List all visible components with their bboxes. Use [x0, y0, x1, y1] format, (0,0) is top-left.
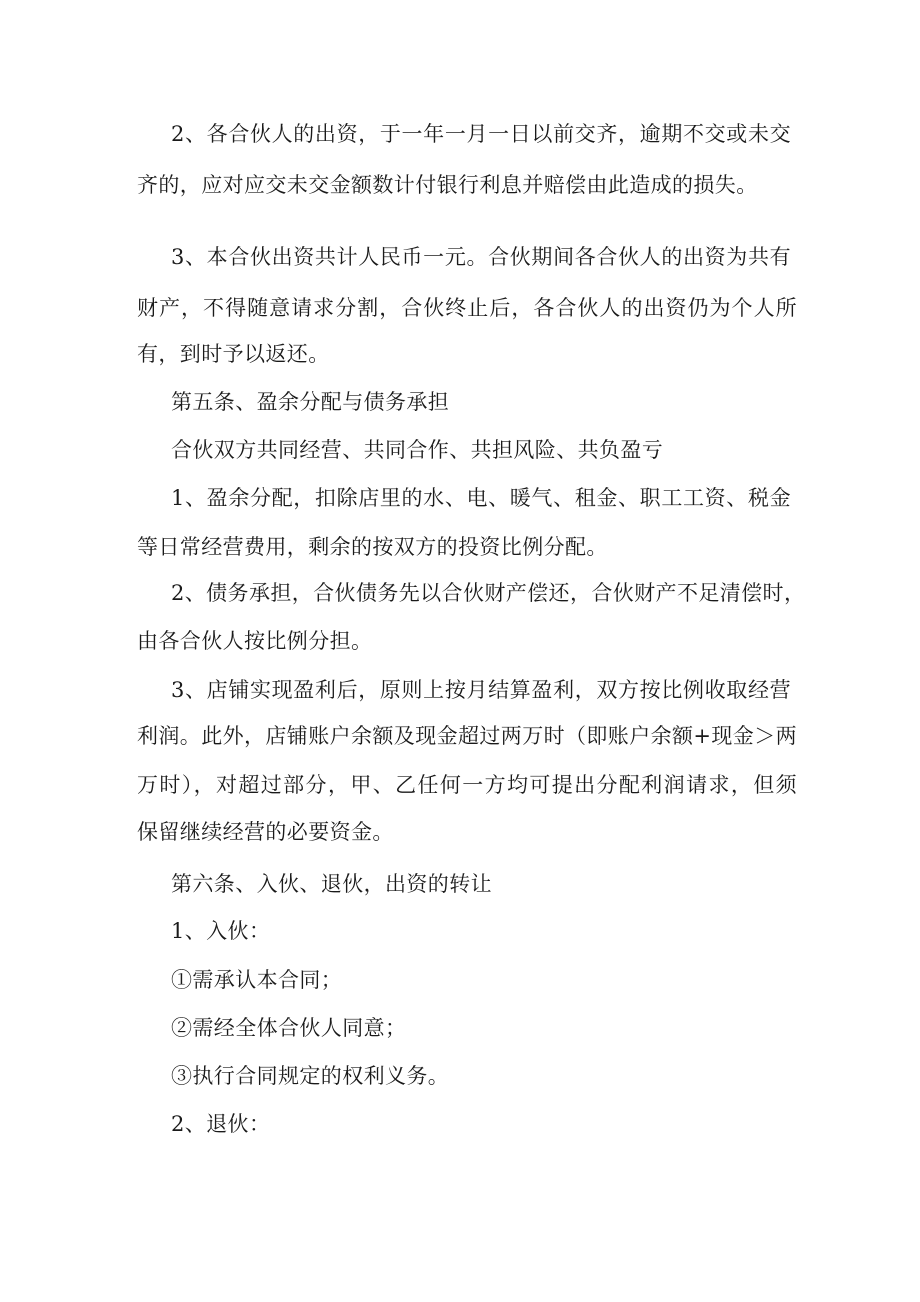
text-line: 财产，不得随意请求分割，合伙终止后，各合伙人的出资仍为个人所	[137, 296, 797, 320]
text-line: 1、入伙：	[171, 919, 271, 943]
text-line: 2、退伙：	[171, 1112, 271, 1136]
text-line: 由各合伙人按比例分担。	[137, 629, 373, 653]
list-item: ②需经全体合伙人同意；	[171, 1016, 407, 1040]
text-line: 1、盈余分配，扣除店里的水、电、暖气、租金、职工工资、税金	[171, 486, 791, 510]
section-heading: 第五条、盈余分配与债务承担	[171, 390, 450, 414]
text-line: 等日常经营费用，剩余的按双方的投资比例分配。	[137, 535, 608, 559]
text-line: 2、各合伙人的出资，于一年一月一日以前交齐，逾期不交或未交	[171, 122, 791, 146]
text-line: 3、本合伙出资共计人民币一元。合伙期间各合伙人的出资为共有	[171, 245, 791, 269]
text-line: 3、店铺实现盈利后，原则上按月结算盈利，双方按比例收取经营	[171, 678, 791, 702]
section-heading: 第六条、入伙、退伙，出资的转让	[171, 872, 492, 896]
text-line: 万时），对超过部分，甲、乙任何一方均可提出分配利润请求，但须	[137, 773, 797, 797]
list-item: ①需承认本合同；	[171, 968, 343, 992]
list-item: ③执行合同规定的权利义务。	[171, 1064, 450, 1088]
text-line: 合伙双方共同经营、共同合作、共担风险、共负盈亏	[171, 438, 664, 462]
text-line: 利润。此外，店铺账户余额及现金超过两万时（即账户余额+现金＞两	[137, 724, 797, 748]
text-line: 保留继续经营的必要资金。	[137, 820, 394, 844]
text-line: 齐的，应对应交未交金额数计付银行利息并赔偿由此造成的损失。	[137, 173, 758, 197]
text-line: 2、债务承担，合伙债务先以合伙财产偿还，合伙财产不足清偿时，	[171, 581, 806, 605]
text-line: 有，到时予以返还。	[137, 342, 330, 366]
